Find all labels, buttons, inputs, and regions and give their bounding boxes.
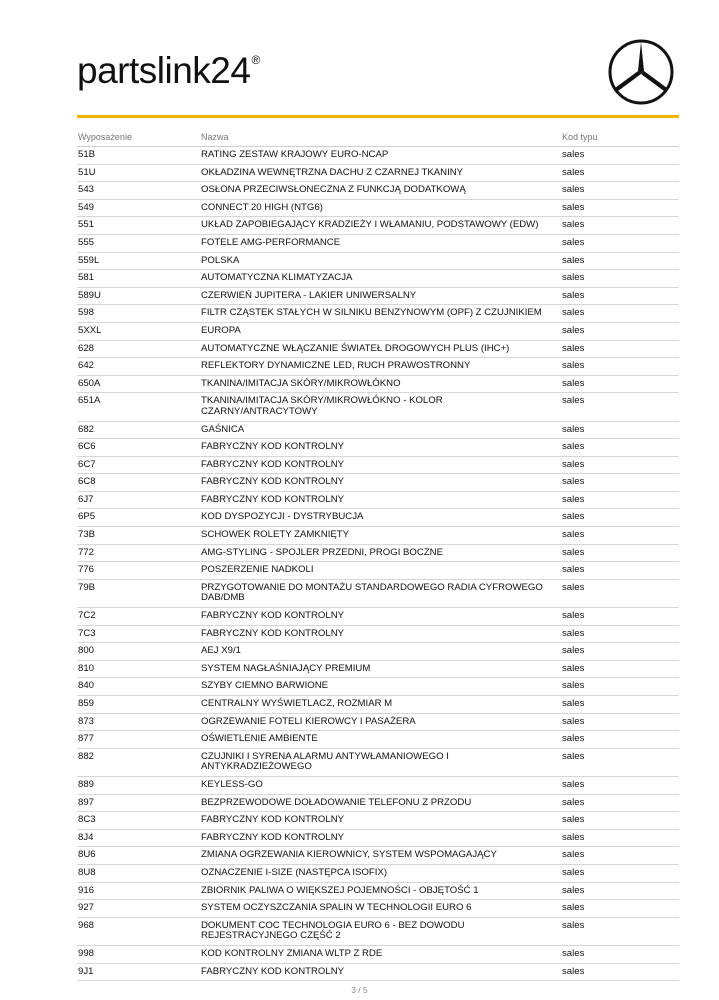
table-row [77, 829, 679, 847]
equipment-name-cell: AUTOMATYCZNE WŁĄCZANIE ŚWIATEŁ DROGOWYCH PLUS (IHC+) [200, 340, 561, 358]
table-row [77, 917, 679, 945]
type-code-cell: sales [561, 579, 679, 607]
table-row [77, 421, 679, 439]
table-row [77, 945, 679, 963]
type-code-cell: sales [561, 217, 679, 235]
type-code-cell: sales [561, 439, 679, 457]
table-row [77, 900, 679, 918]
equipment-name-cell: ZBIORNIK PALIWA O WIĘKSZEJ POJEMNOŚCI - OBJĘTOŚĆ 1 [200, 882, 561, 900]
equipment-name-cell: KEYLESS-GO [200, 776, 561, 794]
mercedes-star-icon [607, 38, 675, 106]
column-header-name: Nazwa [200, 128, 561, 147]
equipment-code-cell: 51B [77, 147, 200, 165]
equipment-code-cell: 682 [77, 421, 200, 439]
type-code-cell: sales [561, 199, 679, 217]
type-code-cell: sales [561, 340, 679, 358]
table-row [77, 393, 679, 421]
equipment-name-cell: PRZYGOTOWANIE DO MONTAŻU STANDARDOWEGO RADIA CYFROWEGO DAB/DMB [200, 579, 561, 607]
type-code-cell: sales [561, 829, 679, 847]
type-code-cell: sales [561, 963, 679, 981]
table-row [77, 776, 679, 794]
equipment-name-cell: SYSTEM NAGŁAŚNIAJĄCY PREMIUM [200, 660, 561, 678]
type-code-cell: sales [561, 358, 679, 376]
equipment-code-cell: 651A [77, 393, 200, 421]
equipment-name-cell: FABRYCZNY KOD KONTROLNY [200, 625, 561, 643]
equipment-code-cell: 73B [77, 527, 200, 545]
equipment-code-cell: 927 [77, 900, 200, 918]
type-code-cell: sales [561, 625, 679, 643]
type-code-cell: sales [561, 393, 679, 421]
table-row [77, 794, 679, 812]
equipment-name-cell: CZERWIEŃ JUPITERA - LAKIER UNIWERSALNY [200, 287, 561, 305]
equipment-name-cell: CENTRALNY WYŚWIETLACZ, ROZMIAR M [200, 696, 561, 714]
type-code-cell: sales [561, 544, 679, 562]
equipment-name-cell: UKŁAD ZAPOBIEGAJĄCY KRADZIEŻY I WŁAMANIU, PODSTAWOWY (EDW) [200, 217, 561, 235]
equipment-code-cell: 6C7 [77, 456, 200, 474]
table-row [77, 847, 679, 865]
equipment-name-cell: AMG-STYLING - SPOJLER PRZEDNI, PROGI BOCZNE [200, 544, 561, 562]
type-code-cell: sales [561, 305, 679, 323]
table-row [77, 147, 679, 165]
type-code-cell: sales [561, 421, 679, 439]
type-code-cell: sales [561, 864, 679, 882]
equipment-name-cell: AUTOMATYCZNA KLIMATYZACJA [200, 270, 561, 288]
table-row [77, 864, 679, 882]
equipment-code-cell: 998 [77, 945, 200, 963]
table-row [77, 963, 679, 981]
type-code-cell: sales [561, 713, 679, 731]
equipment-name-cell: AEJ X9/1 [200, 643, 561, 661]
table-row [77, 474, 679, 492]
table-row [77, 234, 679, 252]
header-divider [77, 115, 679, 118]
equipment-table [77, 128, 679, 981]
equipment-name-cell: FABRYCZNY KOD KONTROLNY [200, 491, 561, 509]
type-code-cell: sales [561, 731, 679, 749]
equipment-code-cell: 6P5 [77, 509, 200, 527]
equipment-code-cell: 551 [77, 217, 200, 235]
equipment-name-cell: CZUJNIKI I SYRENA ALARMU ANTYWŁAMANIOWEGO I ANTYKRADZIEŻOWEGO [200, 748, 561, 776]
equipment-name-cell: POLSKA [200, 252, 561, 270]
table-row [77, 696, 679, 714]
table-row [77, 199, 679, 217]
equipment-code-cell: 581 [77, 270, 200, 288]
equipment-name-cell: FABRYCZNY KOD KONTROLNY [200, 829, 561, 847]
type-code-cell: sales [561, 882, 679, 900]
type-code-cell: sales [561, 945, 679, 963]
table-row [77, 439, 679, 457]
equipment-code-cell: 968 [77, 917, 200, 945]
table-row [77, 748, 679, 776]
equipment-code-cell: 6C6 [77, 439, 200, 457]
table-row [77, 375, 679, 393]
equipment-name-cell: RATING ZESTAW KRAJOWY EURO-NCAP [200, 147, 561, 165]
column-header-equipment: Wyposażenie [77, 128, 200, 147]
page-indicator: 3 / 5 [351, 985, 368, 995]
equipment-name-cell: KOD KONTROLNY ZMIANA WLTP Z RDE [200, 945, 561, 963]
type-code-cell: sales [561, 182, 679, 200]
equipment-code-cell: 598 [77, 305, 200, 323]
table-row [77, 812, 679, 830]
table-row [77, 287, 679, 305]
equipment-name-cell: KOD DYSPOZYCJI - DYSTRYBUCJA [200, 509, 561, 527]
table-row [77, 456, 679, 474]
equipment-name-cell: DOKUMENT COC TECHNOLOGIA EURO 6 - BEZ DOWODU REJESTRACYJNEGO CZĘŚĆ 2 [200, 917, 561, 945]
type-code-cell: sales [561, 474, 679, 492]
equipment-name-cell: POSZERZENIE NADKOLI [200, 562, 561, 580]
table-row [77, 882, 679, 900]
table-row [77, 358, 679, 376]
equipment-name-cell: OZNACZENIE I-SIZE (NASTĘPCA ISOFIX) [200, 864, 561, 882]
equipment-name-cell: FABRYCZNY KOD KONTROLNY [200, 608, 561, 626]
equipment-name-cell: FABRYCZNY KOD KONTROLNY [200, 812, 561, 830]
type-code-cell: sales [561, 375, 679, 393]
type-code-cell: sales [561, 696, 679, 714]
type-code-cell: sales [561, 917, 679, 945]
equipment-code-cell: 859 [77, 696, 200, 714]
type-code-cell: sales [561, 794, 679, 812]
equipment-code-cell: 628 [77, 340, 200, 358]
type-code-cell: sales [561, 900, 679, 918]
type-code-cell: sales [561, 509, 679, 527]
type-code-cell: sales [561, 287, 679, 305]
type-code-cell: sales [561, 678, 679, 696]
type-code-cell: sales [561, 270, 679, 288]
equipment-name-cell: FOTELE AMG-PERFORMANCE [200, 234, 561, 252]
equipment-code-cell: 776 [77, 562, 200, 580]
equipment-code-cell: 877 [77, 731, 200, 749]
table-row [77, 340, 679, 358]
table-row [77, 660, 679, 678]
equipment-name-cell: EUROPA [200, 322, 561, 340]
equipment-code-cell: 51U [77, 164, 200, 182]
equipment-code-cell: 5XXL [77, 322, 200, 340]
table-row [77, 527, 679, 545]
equipment-code-cell: 897 [77, 794, 200, 812]
equipment-name-cell: REFLEKTORY DYNAMICZNE LED, RUCH PRAWOSTRONNY [200, 358, 561, 376]
table-row [77, 625, 679, 643]
type-code-cell: sales [561, 456, 679, 474]
type-code-cell: sales [561, 847, 679, 865]
table-row [77, 608, 679, 626]
equipment-name-cell: FILTR CZĄSTEK STAŁYCH W SILNIKU BENZYNOWYM (OPF) Z CZUJNIKIEM [200, 305, 561, 323]
table-row [77, 305, 679, 323]
equipment-name-cell: ZMIANA OGRZEWANIA KIEROWNICY, SYSTEM WSPOMAGAJĄCY [200, 847, 561, 865]
equipment-code-cell: 916 [77, 882, 200, 900]
equipment-code-cell: 800 [77, 643, 200, 661]
table-row [77, 322, 679, 340]
table-row [77, 252, 679, 270]
table-row [77, 562, 679, 580]
equipment-name-cell: BEZPRZEWODOWE DOŁADOWANIE TELEFONU Z PRZODU [200, 794, 561, 812]
table-row [77, 678, 679, 696]
table-row [77, 713, 679, 731]
equipment-name-cell: SYSTEM OCZYSZCZANIA SPALIN W TECHNOLOGII EURO 6 [200, 900, 561, 918]
logo-text: partslink24 [77, 50, 251, 91]
equipment-code-cell: 559L [77, 252, 200, 270]
equipment-code-cell: 650A [77, 375, 200, 393]
equipment-name-cell: GAŚNICA [200, 421, 561, 439]
type-code-cell: sales [561, 527, 679, 545]
table-row [77, 643, 679, 661]
column-header-type-code: Kod typu [561, 128, 679, 147]
equipment-name-cell: OŚWIETLENIE AMBIENTE [200, 731, 561, 749]
equipment-code-cell: 79B [77, 579, 200, 607]
table-row [77, 509, 679, 527]
equipment-code-cell: 8C3 [77, 812, 200, 830]
partslink24-logo [77, 52, 260, 89]
type-code-cell: sales [561, 776, 679, 794]
equipment-name-cell: OKŁADZINA WEWNĘTRZNA DACHU Z CZARNEJ TKANINY [200, 164, 561, 182]
type-code-cell: sales [561, 812, 679, 830]
equipment-code-cell: 543 [77, 182, 200, 200]
table-row [77, 217, 679, 235]
type-code-cell: sales [561, 562, 679, 580]
equipment-code-cell: 6C8 [77, 474, 200, 492]
equipment-name-cell: OSŁONA PRZECIWSŁONECZNA Z FUNKCJĄ DODATKOWĄ [200, 182, 561, 200]
equipment-code-cell: 873 [77, 713, 200, 731]
type-code-cell: sales [561, 660, 679, 678]
equipment-code-cell: 882 [77, 748, 200, 776]
equipment-code-cell: 555 [77, 234, 200, 252]
equipment-code-cell: 8U8 [77, 864, 200, 882]
type-code-cell: sales [561, 643, 679, 661]
type-code-cell: sales [561, 164, 679, 182]
equipment-code-cell: 549 [77, 199, 200, 217]
equipment-code-cell: 810 [77, 660, 200, 678]
type-code-cell: sales [561, 252, 679, 270]
equipment-code-cell: 772 [77, 544, 200, 562]
equipment-code-cell: 8J4 [77, 829, 200, 847]
equipment-name-cell: SCHOWEK ROLETY ZAMKNIĘTY [200, 527, 561, 545]
equipment-code-cell: 642 [77, 358, 200, 376]
equipment-code-cell: 7C3 [77, 625, 200, 643]
equipment-code-cell: 889 [77, 776, 200, 794]
table-row [77, 270, 679, 288]
table-row [77, 164, 679, 182]
equipment-code-cell: 8U6 [77, 847, 200, 865]
equipment-name-cell: CONNECT 20 HIGH (NTG6) [200, 199, 561, 217]
equipment-name-cell: FABRYCZNY KOD KONTROLNY [200, 456, 561, 474]
table-header-row [77, 128, 679, 147]
table-row [77, 579, 679, 607]
equipment-name-cell: SZYBY CIEMNO BARWIONE [200, 678, 561, 696]
table-row [77, 491, 679, 509]
equipment-code-cell: 589U [77, 287, 200, 305]
equipment-name-cell: FABRYCZNY KOD KONTROLNY [200, 963, 561, 981]
equipment-code-cell: 840 [77, 678, 200, 696]
type-code-cell: sales [561, 147, 679, 165]
equipment-code-cell: 6J7 [77, 491, 200, 509]
type-code-cell: sales [561, 234, 679, 252]
equipment-name-cell: TKANINA/IMITACJA SKÓRY/MIKROWŁÓKNO [200, 375, 561, 393]
type-code-cell: sales [561, 608, 679, 626]
type-code-cell: sales [561, 322, 679, 340]
type-code-cell: sales [561, 748, 679, 776]
table-row [77, 182, 679, 200]
type-code-cell: sales [561, 491, 679, 509]
table-row [77, 731, 679, 749]
equipment-name-cell: OGRZEWANIE FOTELI KIEROWCY I PASAŻERA [200, 713, 561, 731]
table-row [77, 544, 679, 562]
equipment-name-cell: TKANINA/IMITACJA SKÓRY/MIKROWŁÓKNO - KOLOR CZARNY/ANTRACYTOWY [200, 393, 561, 421]
equipment-code-cell: 9J1 [77, 963, 200, 981]
equipment-name-cell: FABRYCZNY KOD KONTROLNY [200, 439, 561, 457]
equipment-code-cell: 7C2 [77, 608, 200, 626]
equipment-name-cell: FABRYCZNY KOD KONTROLNY [200, 474, 561, 492]
registered-mark: ® [251, 53, 260, 67]
